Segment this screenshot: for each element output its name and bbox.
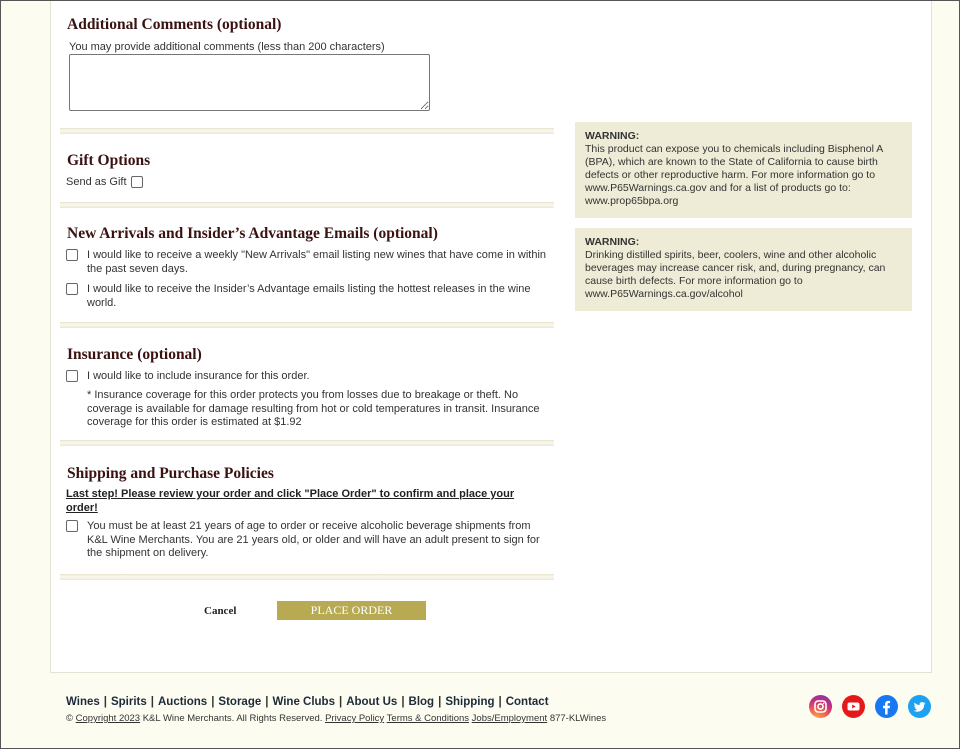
copyright-symbol: © — [66, 713, 73, 724]
send-as-gift-label: Send as Gift — [66, 176, 127, 188]
alcohol-warning-box — [575, 228, 912, 311]
copyright-link[interactable]: Copyright 2023 — [75, 713, 141, 724]
footer-copyright — [66, 713, 606, 724]
place-order-button[interactable]: PLACE ORDER — [277, 601, 426, 620]
footer-nav — [66, 696, 549, 708]
separator: | — [498, 696, 502, 708]
warning-title: WARNING: — [585, 130, 640, 142]
footer-link-contact[interactable]: Contact — [505, 696, 549, 708]
section-divider — [60, 440, 554, 446]
separator: | — [150, 696, 154, 708]
phone-text: 877-KLWines — [549, 713, 607, 724]
new-arrivals-checkbox[interactable] — [66, 249, 78, 261]
emails-heading: New Arrivals and Insider’s Advantage Emails (optional) — [67, 225, 438, 242]
footer-link-auctions[interactable]: Auctions — [158, 696, 208, 708]
bpa-warning-box — [575, 122, 912, 218]
new-arrivals-label: I would like to receive a weekly "New Arrivals" email listing new wines that have come in within the past seven days. — [87, 249, 547, 275]
last-step-notice: Last step! Please review your order and click "Place Order" to confirm and place your order! — [66, 488, 515, 514]
jobs-link[interactable]: Jobs/Employment — [471, 713, 548, 724]
separator: | — [265, 696, 269, 708]
separator: | — [438, 696, 442, 708]
cancel-link[interactable]: Cancel — [204, 605, 237, 617]
warning-title: WARNING: — [585, 236, 640, 248]
insurance-heading: Insurance (optional) — [67, 346, 202, 363]
terms-link[interactable]: Terms & Conditions — [386, 713, 470, 724]
comments-hint: You may provide additional comments (less than 200 characters) — [69, 41, 385, 53]
separator: | — [401, 696, 405, 708]
footer-link-blog[interactable]: Blog — [408, 696, 435, 708]
separator: | — [338, 696, 343, 708]
policies-heading: Shipping and Purchase Policies — [67, 465, 274, 482]
footer-link-wine-clubs[interactable]: Wine Clubs — [272, 696, 335, 708]
footer-link-wines[interactable]: Wines — [66, 696, 100, 708]
footer-link-about-us[interactable]: About Us — [346, 696, 398, 708]
insiders-advantage-label: I would like to receive the Insider’s Advantage emails listing the hottest releases in the wine world. — [87, 283, 531, 309]
separator: | — [103, 696, 107, 708]
warning-text: This product can expose you to chemicals including Bisphenol A (BPA), which are known to the State of California to cause birth defects or other reproductive harm. For more information go to www.P65Warnings.ca.gov and for a list of products go to: www.prop65bpa.org — [585, 143, 883, 207]
separator: | — [211, 696, 215, 708]
gift-options-heading: Gift Options — [67, 152, 151, 169]
section-divider — [60, 128, 554, 134]
facebook-icon[interactable] — [875, 695, 898, 718]
footer-link-spirits[interactable]: Spirits — [110, 696, 147, 708]
send-as-gift-checkbox[interactable] — [131, 176, 143, 188]
section-divider — [60, 574, 554, 580]
youtube-icon[interactable] — [842, 695, 865, 718]
age-confirm-checkbox[interactable] — [66, 520, 78, 532]
insurance-label: I would like to include insurance for this order. — [87, 370, 310, 382]
footer-link-shipping[interactable]: Shipping — [445, 696, 495, 708]
section-divider — [60, 322, 554, 328]
insurance-note: * Insurance coverage for this order protects you from losses due to breakage or theft. No coverage is available for damage resulting from hot or cold temperatures in transit. Insurance coverage for this order is estimated at $1.92 — [87, 389, 540, 428]
privacy-policy-link[interactable]: Privacy Policy — [325, 713, 385, 724]
comments-heading: Additional Comments (optional) — [67, 16, 282, 33]
insiders-advantage-checkbox[interactable] — [66, 283, 78, 295]
section-divider — [60, 202, 554, 208]
comments-textarea[interactable] — [69, 54, 430, 111]
warning-text: Drinking distilled spirits, beer, coolers, wine and other alcoholic beverages may increase cancer risk, and, during pregnancy, can cause birth defects. For more information go to www.P65Warnings.ca.gov/alcohol — [585, 249, 886, 300]
twitter-icon[interactable] — [908, 695, 931, 718]
company-text: K&L Wine Merchants. All Rights Reserved. — [142, 713, 323, 724]
instagram-icon[interactable] — [809, 695, 832, 718]
insurance-checkbox[interactable] — [66, 370, 78, 382]
footer-link-storage[interactable]: Storage — [218, 696, 262, 708]
age-confirm-label: You must be at least 21 years of age to order or receive alcoholic beverage shipments from K&L Wine Merchants. You are 21 years old, or older and will have an adult present to sign for the shipment on delivery. — [87, 520, 540, 559]
